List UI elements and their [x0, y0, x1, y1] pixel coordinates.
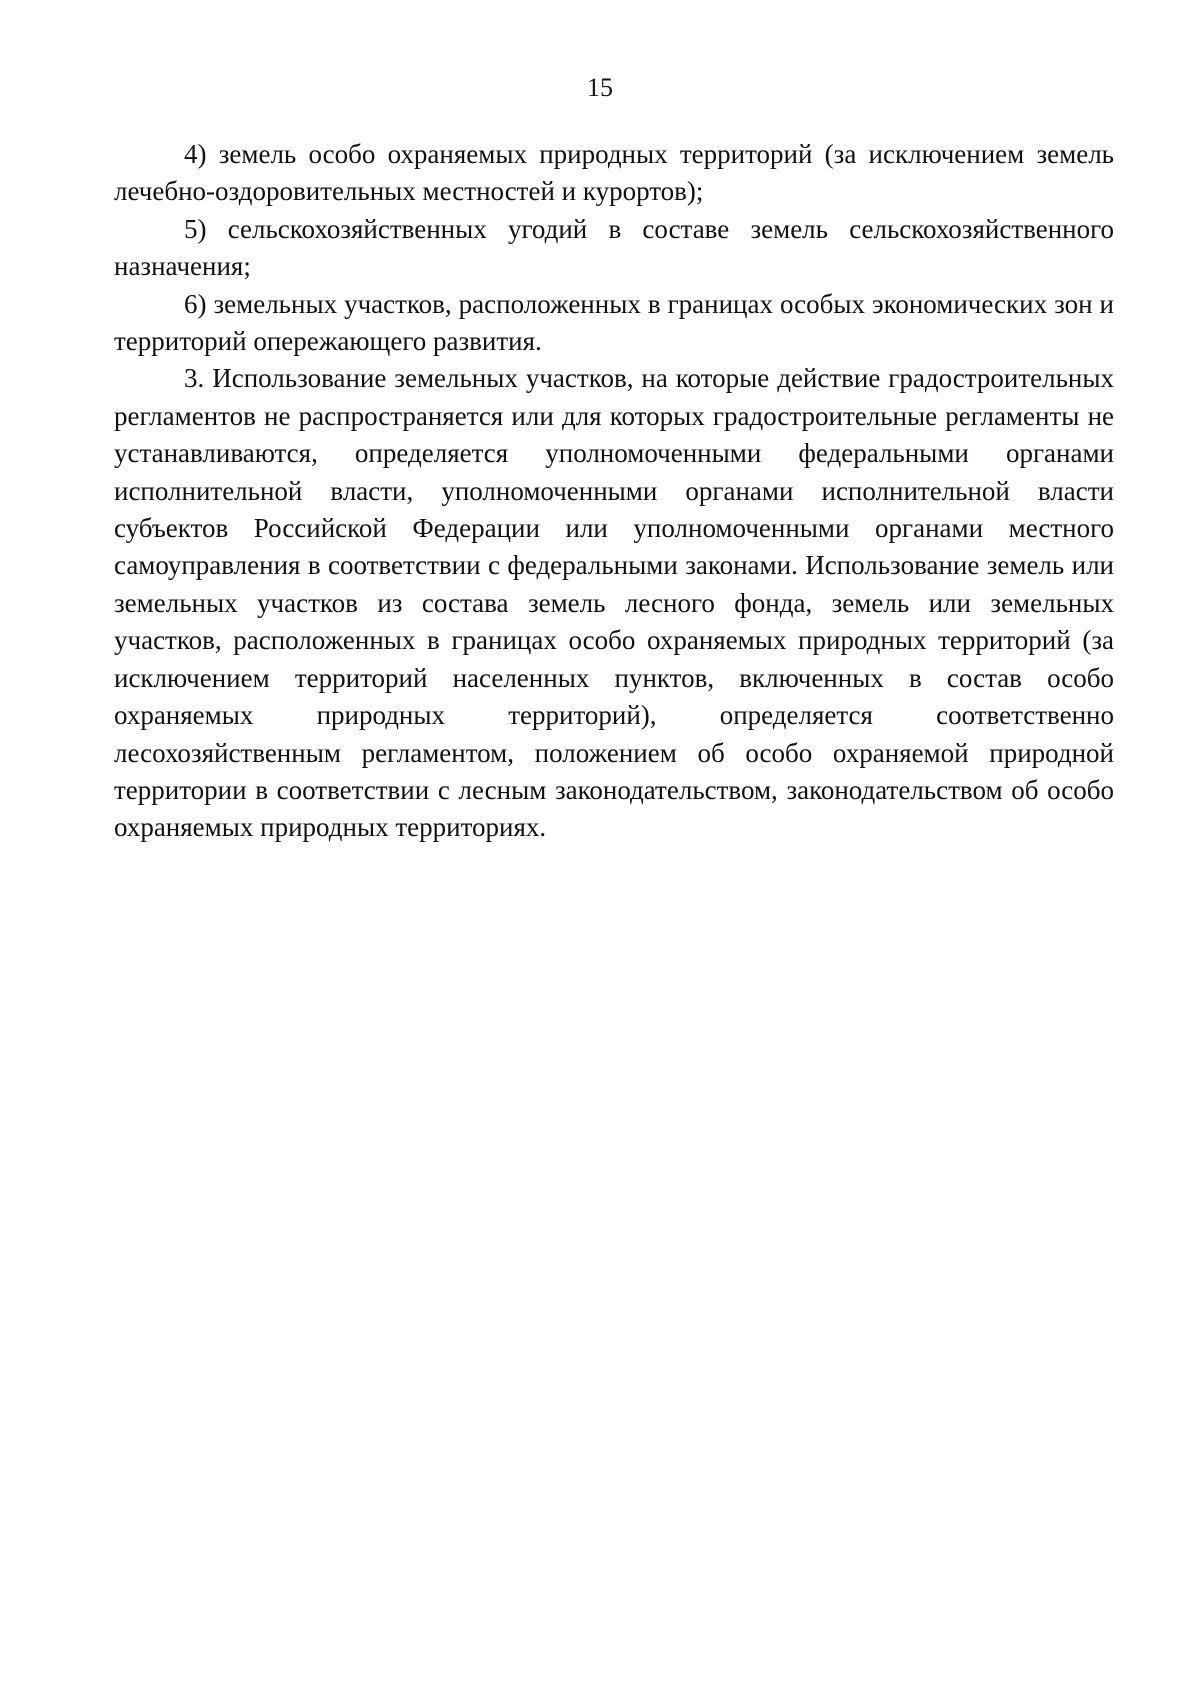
page-number: 15 [587, 73, 613, 102]
list-item-5: 5) сельскохозяйственных угодий в составе земель сельскохозяйственного назначения; [114, 213, 1114, 282]
document-body [114, 136, 1114, 847]
list-item-6: 6) земельных участков, расположенных в границах особых экономических зон и территорий опережающего развития. [114, 288, 1114, 357]
list-item-4: 4) земель особо охраняемых природных территорий (за исключением земель лечебно-оздоровительных местностей и курортов); [114, 139, 1114, 207]
clause-3-paragraph: 3. Использование земельных участков, на которые действие градостроительных регламентов не распространяется или для которых градостроительные регламенты не устанавливаются, определяется уполномоченными федеральными органами исполнительной власти, уполномоченными органами исполнительной власти субъектов Российской Федерации или уполномоченными органами местного самоуправления в соответствии с федеральными законами. Использование земель или земельных участков из состава земель лесного фонда, земель или земельных участков, расположенных в границах особо охраняемых природных территорий (за исключением территорий населенных пунктов, включенных в состав особо охраняемых природных территорий), определяется соответственно лесохозяйственным регламентом, положением об особо охраняемой природной территории в соответствии с лесным законодательством, законодательством об особо охраняемых природных территориях. [114, 363, 1114, 843]
